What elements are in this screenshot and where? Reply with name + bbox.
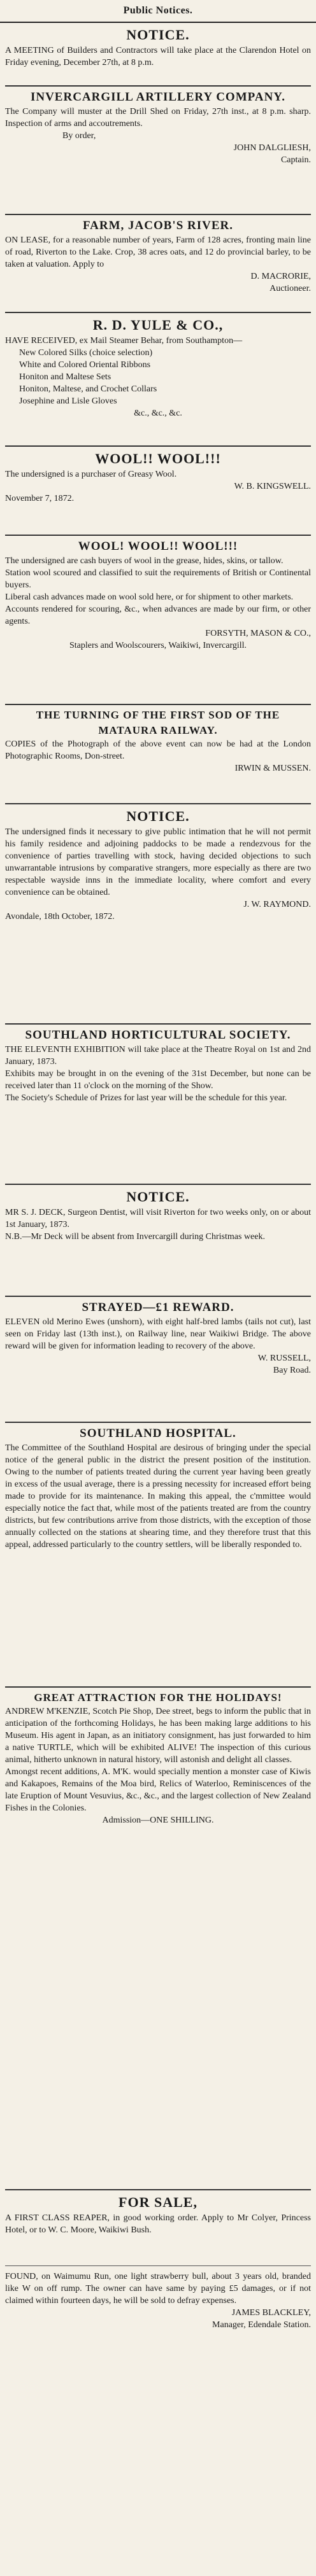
divider bbox=[5, 1686, 311, 1688]
divider bbox=[5, 445, 311, 447]
ad-signature: W. RUSSELL, bbox=[257, 1354, 311, 1363]
ad-date: Avondale, 18th October, 1872. bbox=[5, 912, 115, 921]
ad-mataura-railway-photo bbox=[5, 708, 311, 774]
ad-heading: THE TURNING OF THE FIRST SOD OF THE MATAURA RAILWAY. bbox=[36, 709, 280, 736]
column-title: Public Notices. bbox=[123, 5, 193, 16]
divider bbox=[5, 1296, 311, 1297]
ad-artillery-company bbox=[5, 89, 311, 166]
ad-rd-yule bbox=[5, 316, 311, 419]
ad-by-order: By order, bbox=[62, 131, 96, 141]
ad-heading: GREAT ATTRACTION FOR THE HOLIDAYS! bbox=[34, 1691, 282, 1704]
ad-signature: W. B. KINGSWELL. bbox=[234, 482, 311, 491]
divider bbox=[5, 2265, 311, 2266]
ad-item: Josephine and Lisle Gloves bbox=[19, 396, 117, 406]
divider bbox=[5, 1184, 311, 1185]
ad-item: Honiton, Maltese, and Crochet Collars bbox=[19, 384, 157, 394]
ad-signature: J. W. RAYMOND. bbox=[243, 900, 311, 909]
ad-heading: R. D. YULE & CO., bbox=[92, 317, 224, 333]
ad-signature: FORSYTH, MASON & CO., bbox=[205, 629, 311, 638]
divider bbox=[5, 535, 311, 536]
divider bbox=[5, 214, 311, 215]
ad-signature-title: Manager, Edendale Station. bbox=[212, 2320, 311, 2330]
ad-signature-title: Bay Road. bbox=[273, 1366, 311, 1375]
ad-nb: N.B.—Mr Deck will be absent from Invercargill during Christmas week. bbox=[5, 1232, 265, 1242]
ad-body: MR S. J. DECK, Surgeon Dentist, will visit Riverton for two weeks only, on or about 1st January, 1873. bbox=[5, 1208, 311, 1229]
ad-body: The Company will muster at the Drill Shed on Friday, 27th inst., at 8 p.m. sharp. Inspection of arms and accoutrements. bbox=[5, 107, 311, 129]
ad-body: Accounts rendered for scouring, &c., when advances are made by our firm, or other agents. bbox=[5, 605, 311, 626]
divider bbox=[5, 803, 311, 804]
divider bbox=[5, 1023, 311, 1025]
ad-body: The Society's Schedule of Prizes for last year will be the schedule for this year. bbox=[5, 1093, 287, 1103]
ad-body: Liberal cash advances made on wool sold here, or for shipment to other markets. bbox=[5, 592, 294, 602]
ad-body: COPIES of the Photograph of the above event can now be had at the London Photographic Rooms, Don-street. bbox=[5, 739, 311, 761]
ad-body: Amongst recent additions, A. M'K. would specially mention a monster case of Kiwis and Kakapoes, Remains of the Moa bird, Relics of Waterloo, Reminiscences of the late Eruption of Mount Vesuvius, &c., &c., and the largest collection of New Zealand Fishes in the Colonies. bbox=[5, 1767, 311, 1813]
ad-lead: HAVE RECEIVED, ex Mail Steamer Behar, from Southampton— bbox=[5, 336, 243, 346]
ad-signature-title: Auctioneer. bbox=[269, 284, 311, 293]
divider bbox=[5, 2189, 311, 2190]
ad-signature-title: Captain. bbox=[280, 155, 311, 165]
column-header bbox=[0, 0, 316, 23]
ad-heading: SOUTHLAND HORTICULTURAL SOCIETY. bbox=[25, 1028, 291, 1042]
ad-horticultural-society bbox=[5, 1027, 311, 1104]
ad-found-bull bbox=[5, 2271, 311, 2331]
ad-date: November 7, 1872. bbox=[5, 494, 75, 503]
ad-dentist-deck bbox=[5, 1187, 311, 1243]
ad-raymond-notice bbox=[5, 807, 311, 923]
divider bbox=[5, 85, 311, 87]
divider bbox=[5, 1422, 311, 1423]
ad-body: The undersigned is a purchaser of Greasy Wool. bbox=[5, 470, 177, 479]
ad-body: ANDREW M'KENZIE, Scotch Pie Shop, Dee street, begs to inform the public that in anticipation of the forthcoming Holidays, he has been making large additions to his Museum. His agent in Japan, as an initiatory consignment, has just forwarded to him a native TURTLE, which will be exhibited ALIVE! The inspection of this curious animal, hitherto unknown in natural history, will astonish and delight all classes. bbox=[5, 1707, 311, 1765]
ad-etc: &c., &c., &c. bbox=[134, 409, 182, 418]
ad-southland-hospital bbox=[5, 1425, 311, 1551]
ad-signature: D. MACRORIE, bbox=[250, 272, 311, 281]
ad-wool-kingswell bbox=[5, 449, 311, 505]
ad-body: ELEVEN old Merino Ewes (unshorn), with eight half-bred lambs (tails not cut), last seen on Friday last (13th inst.), on Railway line, near Waikiwi Bridge. The above reward will be given for information leading to recovery of the above. bbox=[5, 1317, 311, 1351]
divider bbox=[5, 312, 311, 313]
ad-admission: Admission—ONE SHILLING. bbox=[102, 1816, 214, 1825]
ad-item: Honiton and Maltese Sets bbox=[19, 372, 111, 382]
ad-wool-forsyth-mason bbox=[5, 538, 311, 652]
ad-heading: WOOL!! WOOL!!! bbox=[95, 451, 221, 466]
ad-body: ON LEASE, for a reasonable number of years, Farm of 128 acres, fronting main line of road, Riverton to the Lake. Crop, 38 acres oats, and 12 do provincial barley, to be taken at valuation. Apply to bbox=[5, 235, 311, 269]
ad-strayed-reward bbox=[5, 1299, 311, 1376]
ad-body: Exhibits may be brought in on the evening of the 31st December, but none can be received later than 11 o'clock on the morning of the Show. bbox=[5, 1069, 311, 1091]
ad-body: The undersigned are cash buyers of wool in the grease, hides, skins, or tallow. bbox=[5, 556, 284, 566]
ad-heading: STRAYED—£1 REWARD. bbox=[82, 1301, 234, 1314]
ad-signature: JAMES BLACKLEY, bbox=[231, 2308, 311, 2318]
ad-signature: IRWIN & MUSSEN. bbox=[234, 764, 311, 773]
ad-builders-meeting bbox=[5, 25, 311, 69]
ad-body: FOUND, on Waimumu Run, one light strawberry bull, about 3 years old, branded like W on off rump. The owner can have same by paying £5 damages, or if not claimed within fourteen days, he will be sold to defray expenses. bbox=[5, 2272, 311, 2306]
ad-heading: FARM, JACOB'S RIVER. bbox=[82, 219, 234, 232]
ad-body: The undersigned finds it necessary to give public intimation that he will not permit his family residence and adjoining paddocks to be made a rendezvous for the convenience of parties travelling with stock, having decided objections to such unwarrantable intrusions by comparative strangers, more especially as there are two respectable wayside inns in the immediate locality, where comfort and every convenience can be obtained. bbox=[5, 827, 311, 897]
ad-heading: NOTICE. bbox=[126, 808, 190, 824]
ad-for-sale-reaper bbox=[5, 2193, 311, 2236]
ad-body: A FIRST CLASS REAPER, in good working order. Apply to Mr Colyer, Princess Hotel, or to W. C. Moore, Waikiwi Bush. bbox=[5, 2213, 311, 2235]
ad-signature: JOHN DALGLIESH, bbox=[233, 143, 311, 153]
ad-heading: WOOL! WOOL!! WOOL!!! bbox=[78, 540, 238, 553]
ad-item: New Colored Silks (choice selection) bbox=[19, 348, 153, 358]
ad-body: THE ELEVENTH EXHIBITION will take place at the Theatre Royal on 1st and 2nd January, 1873. bbox=[5, 1045, 311, 1067]
ad-signature-title: Staplers and Woolscourers, Waikiwi, Invercargill. bbox=[69, 641, 247, 650]
ad-body: The Committee of the Southland Hospital are desirous of bringing under the special notice of the general public in the district the present position of the institution. Owing to the number of patients treated during the current year having been greatly in excess of the usual average, there is a pressing necessity for increased effort being made to provide for its maintenance. In making this appeal, the c'mmittee would especially notice the fact that, while most of the patients treated are from the country districts, but few contributions arrive from those districts, with the exception of those annually collected on the stations at shearing time, and they therefore trust that this appeal, addressed particularly to the country settlers, will be liberally responded to. bbox=[5, 1443, 311, 1550]
ad-item: White and Colored Oriental Ribbons bbox=[19, 360, 151, 370]
ad-body: A MEETING of Builders and Contractors will take place at the Clarendon Hotel on Friday evening, December 27th, at 8 p.m. bbox=[5, 46, 311, 67]
ad-great-attraction bbox=[5, 1690, 311, 1826]
ad-heading: NOTICE. bbox=[126, 1189, 190, 1205]
ad-heading: NOTICE. bbox=[126, 27, 190, 43]
ad-farm-jacobs-river bbox=[5, 218, 311, 295]
ad-body: Station wool scoured and classified to suit the requirements of British or Continental buyers. bbox=[5, 568, 311, 590]
divider bbox=[5, 704, 311, 705]
ad-heading: FOR SALE, bbox=[118, 2194, 198, 2210]
ad-heading: SOUTHLAND HOSPITAL. bbox=[80, 1427, 236, 1440]
ad-heading: INVERCARGILL ARTILLERY COMPANY. bbox=[30, 90, 286, 104]
